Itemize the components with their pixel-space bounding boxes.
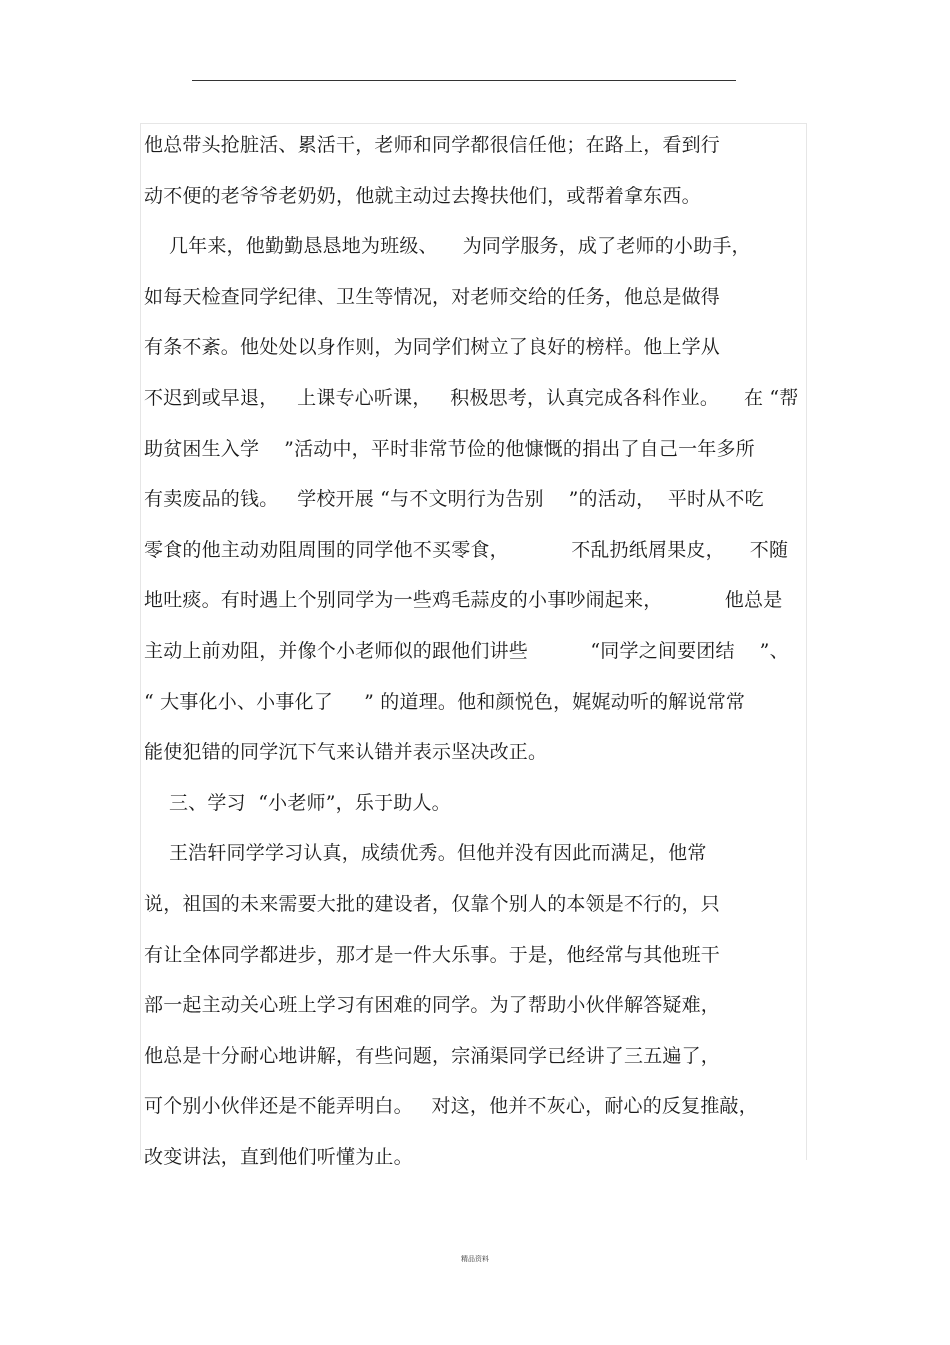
text-line: 主动上前劝阻，并像个小老师似的跟他们讲些 “同学之间要团结 ”、 [144, 639, 789, 662]
text-line: 助贫困生入学 ”活动中，平时非常节俭的他慷慨的捐出了自己一年多所 [144, 437, 755, 460]
section-heading: 三、学习 “小老师”，乐于助人。 [144, 791, 451, 814]
text-line: 有卖废品的钱。 学校开展 “与不文明行为告别 ”的活动， 平时从不吃 [144, 488, 764, 511]
text-line: 改变讲法，直到他们听懂为止。 [144, 1145, 413, 1168]
text-line: 说，祖国的未来需要大批的建设者，仅靠个别人的本领是不行的，只 [144, 892, 721, 915]
text-line: 几年来，他勤勤恳恳地为班级、 为同学服务，成了老师的小助手， [144, 235, 751, 258]
document-body [144, 120, 824, 1182]
text-line: 部一起主动关心班上学习有困难的同学。为了帮助小伙伴解答疑难， [144, 994, 721, 1017]
text-line: “ 大事化小、小事化了 ” 的道理。他和颜悦色，娓娓动听的解说常常 [144, 690, 746, 713]
text-line: 有条不紊。他处处以身作则，为同学们树立了良好的榜样。他上学从 [144, 336, 721, 359]
text-line: 能使犯错的同学沉下气来认错并表示坚决改正。 [144, 741, 548, 764]
text-line: 地吐痰。有时遇上个别同学为一些鸡毛蒜皮的小事吵闹起来， 他总是 [144, 589, 783, 612]
text-line: 零食的他主动劝阻周围的同学他不买零食， 不乱扔纸屑果皮， 不随 [144, 538, 789, 561]
text-line: 可个别小伙伴还是不能弄明白。 对这，他并不灰心，耐心的反复推敲， [144, 1095, 758, 1118]
header-rule [192, 80, 736, 81]
text-line: 不迟到或早退， 上课专心听课， 积极思考，认真完成各科作业。 在 “帮 [144, 386, 799, 409]
text-line: 他总带头抢脏活、累活干，老师和同学都很信任他；在路上，看到行 [144, 134, 721, 156]
text-frame-left-border [140, 123, 141, 1160]
page-footer: 精品资料 [461, 1255, 489, 1263]
text-line: 动不便的老爷爷老奶奶，他就主动过去搀扶他们，或帮着拿东西。 [144, 184, 701, 207]
text-line: 如每天检查同学纪律、卫生等情况，对老师交给的任务，他总是做得 [144, 285, 721, 308]
text-line: 有让全体同学都进步，那才是一件大乐事。于是，他经常与其他班干 [144, 943, 721, 966]
text-line: 王浩轩同学学习认真，成绩优秀。但他并没有因此而满足，他常 [144, 842, 707, 865]
text-line: 他总是十分耐心地讲解，有些问题，宗涌渠同学已经讲了三五遍了， [144, 1044, 721, 1067]
